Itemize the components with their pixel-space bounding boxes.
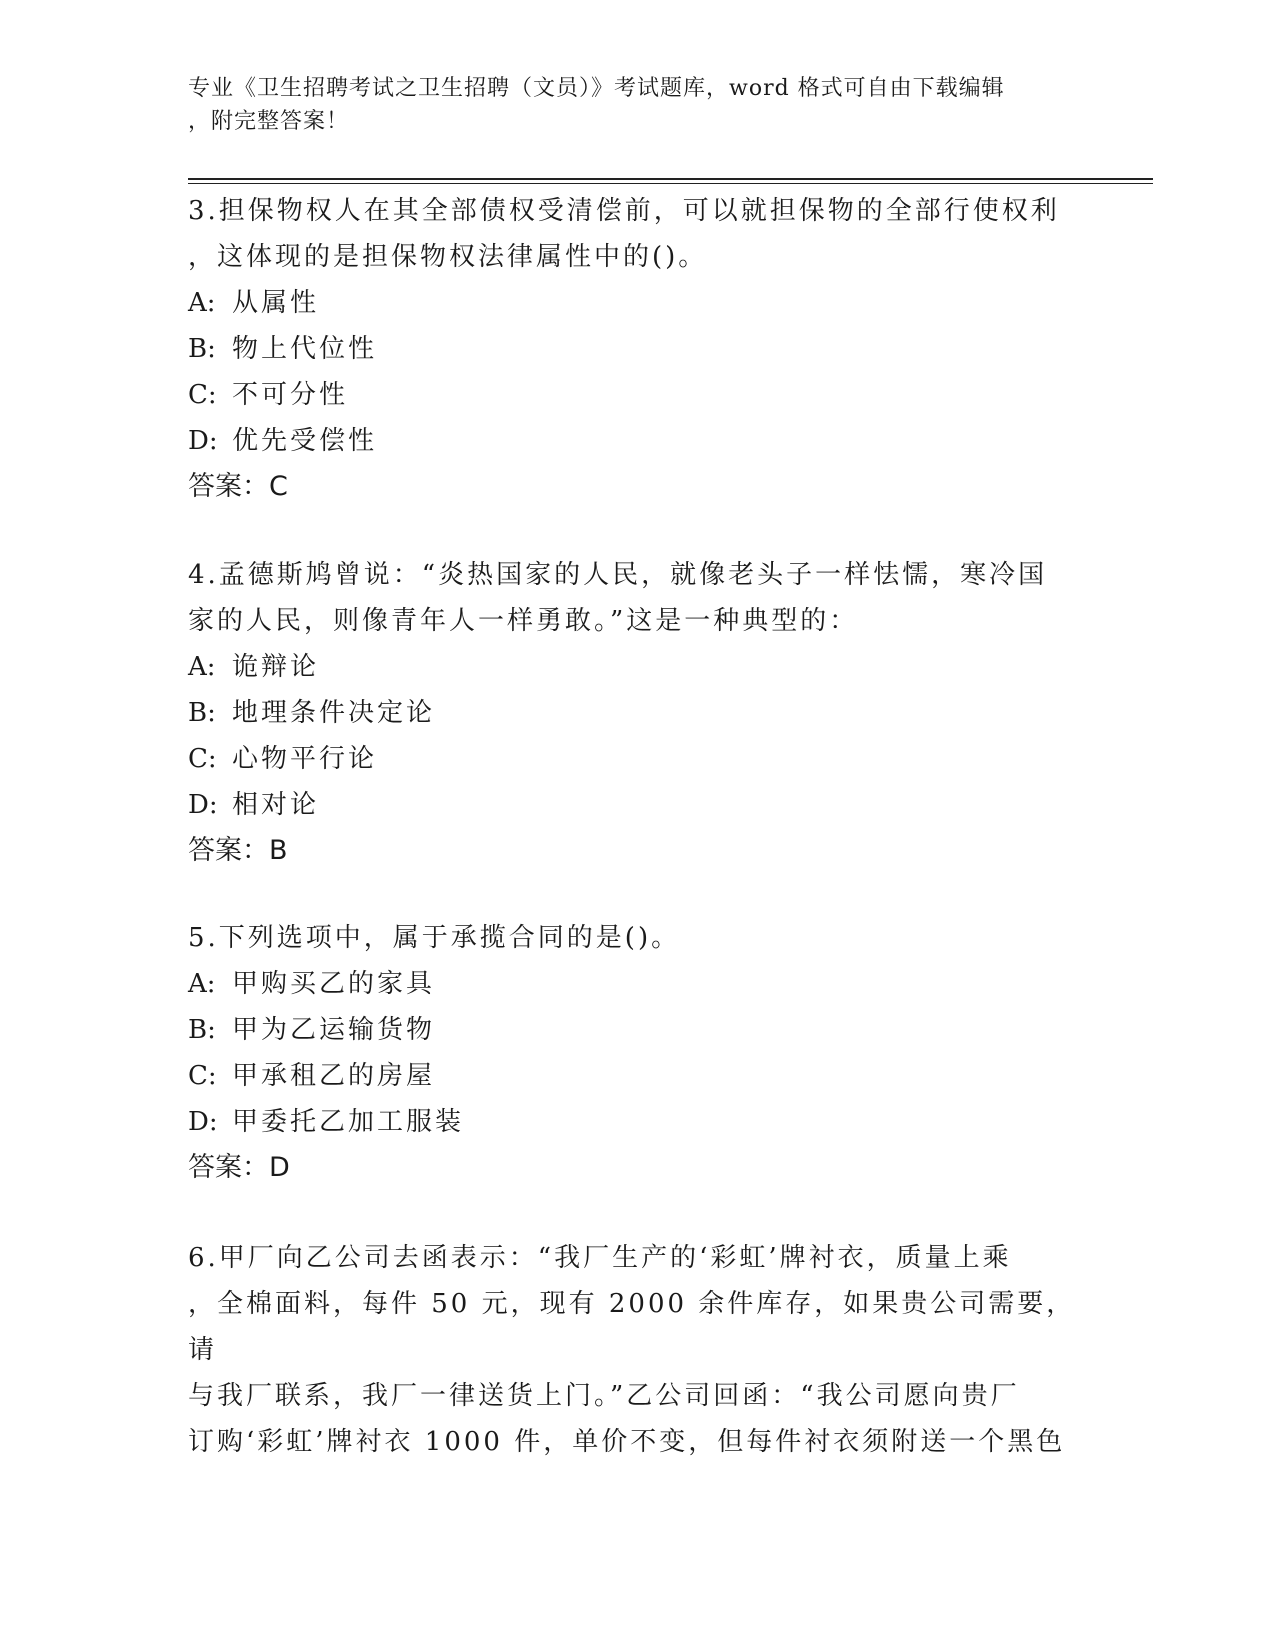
option-text: 物上代位性 [232, 334, 378, 364]
option-a [188, 280, 1088, 326]
option-letter: C: [188, 1061, 217, 1091]
option-text: 甲为乙运输货物 [232, 1015, 436, 1045]
option-text: 不可分性 [232, 380, 349, 410]
option-a [188, 644, 1088, 690]
option-text: 诡辩论 [232, 652, 320, 682]
option-letter: B: [188, 698, 216, 728]
question-text-line: ，这体现的是担保物权法律属性中的()。 [188, 242, 708, 272]
header-divider-thin [188, 183, 1153, 184]
option-text: 甲购买乙的家具 [232, 969, 436, 999]
question-4 [188, 552, 1088, 874]
header-line-2: ，附完整答案！ [188, 109, 350, 134]
option-text: 优先受偿性 [232, 426, 378, 456]
answer-line: 答案：D [188, 1152, 290, 1183]
option-text: 心物平行论 [232, 744, 378, 774]
option-text: 地理条件决定论 [232, 698, 436, 728]
document-header [188, 72, 1088, 138]
question-text-line: 与我厂联系，我厂一律送货上门。”乙公司回函：“我公司愿向贵厂 [188, 1381, 1020, 1411]
option-letter: D: [188, 790, 218, 820]
option-c [188, 372, 1088, 418]
answer-line: 答案：B [188, 835, 288, 866]
option-d [188, 1099, 1088, 1145]
option-letter: A: [188, 652, 216, 682]
question-6 [188, 1235, 1088, 1465]
option-text: 甲委托乙加工服装 [232, 1107, 465, 1137]
option-b [188, 326, 1088, 372]
question-text-line: 4.孟德斯鸠曾说：“炎热国家的人民，就像老头子一样怯懦，寒冷国 [188, 560, 1048, 590]
option-text: 甲承租乙的房屋 [232, 1061, 436, 1091]
question-text-line: 6.甲厂向乙公司去函表示：“我厂生产的‘彩虹’牌衬衣，质量上乘 [188, 1243, 1012, 1273]
option-letter: B: [188, 334, 216, 364]
option-letter: C: [188, 380, 217, 410]
option-letter: B: [188, 1015, 216, 1045]
option-b [188, 690, 1088, 736]
option-letter: A: [188, 288, 216, 318]
question-text-line: 5.下列选项中，属于承揽合同的是()。 [188, 923, 681, 953]
question-text-line: 订购‘彩虹’牌衬衣 1000 件，单价不变，但每件衬衣须附送一个黑色 [188, 1427, 1066, 1457]
option-d [188, 782, 1088, 828]
header-line-1: 专业《卫生招聘考试之卫生招聘（文员）》考试题库，word 格式可自由下载编辑 [188, 76, 1005, 101]
option-letter: A: [188, 969, 216, 999]
question-3 [188, 188, 1088, 510]
option-letter: D: [188, 1107, 218, 1137]
question-text-line: 家的人民，则像青年人一样勇敢。”这是一种典型的： [188, 606, 859, 636]
option-letter: C: [188, 744, 217, 774]
header-divider-thick [188, 178, 1153, 180]
option-a [188, 961, 1088, 1007]
option-letter: D: [188, 426, 218, 456]
option-text: 相对论 [232, 790, 320, 820]
option-d [188, 418, 1088, 464]
question-text-line: ，全棉面料，每件 50 元，现有 2000 余件库存，如果贵公司需要，请 [188, 1289, 1076, 1365]
question-5 [188, 915, 1088, 1191]
option-c [188, 736, 1088, 782]
question-text-line: 3.担保物权人在其全部债权受清偿前，可以就担保物的全部行使权利 [188, 196, 1060, 226]
option-b [188, 1007, 1088, 1053]
answer-line: 答案：C [188, 471, 288, 502]
option-text: 从属性 [232, 288, 320, 318]
option-c [188, 1053, 1088, 1099]
